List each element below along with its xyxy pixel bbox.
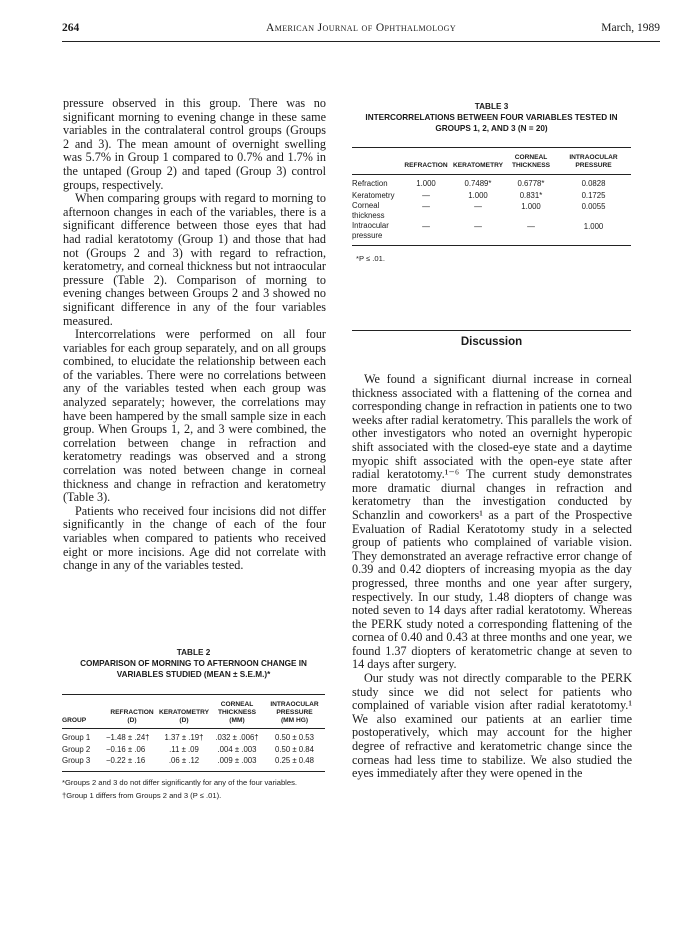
table-2-col-header: CORNEAL THICKNESS (MM) (217, 701, 257, 724)
table-3-label: TABLE 3 (474, 102, 509, 111)
table-3-body (352, 178, 631, 241)
left-paragraph: When comparing groups with regard to morning to afternoon changes in each of the variables, there is a significant difference between those eyes that had had radial keratotomy (Group 1) and those that had not (Groups 2 and 3) with regard to refraction, keratometry, and corneal thickness but not intraocular pressure (Table 2). Comparison of morning to evening changes between Groups 2 and 3 showed no significant difference in any of the four variables measured. (63, 191, 326, 328)
table-3-col-header: KERATOMETRY (452, 162, 504, 169)
table-3-col-header (352, 154, 402, 170)
table-row: Group 1 −1.48 ± .24† 1.37 ± .19† .032 ± .006† 0.50 ± 0.53 (62, 733, 314, 742)
table-3-col-header: CORNEAL THICKNESS (511, 154, 551, 169)
discussion-heading: Discussion (460, 336, 523, 348)
table-3-bottom-rule (352, 245, 631, 246)
table-2-col-header: INTRAOCULAR PRESSURE (MM HG) (270, 701, 319, 724)
table-2-header-row (62, 701, 325, 725)
table-3-header-row (352, 154, 631, 170)
table-3-title: INTERCORRELATIONS BETWEEN FOUR VARIABLES TESTED IN GROUPS 1, 2, AND 3 (N = 20) (365, 113, 618, 133)
left-paragraph: Patients who received four incisions did not differ significantly in the change of each of the four variables when compared to patients who received eight or more incisions. Age did not correlate with change in any of the variables tested. (63, 503, 326, 573)
table-2-mid-rule (62, 728, 325, 729)
left-paragraph: pressure observed in this group. There was no significant morning to evening change in these same variables in the contralateral control groups (Groups 2 and 3). The mean amount of overnight swelling was 5.7% in Group 1 compared to 0.7% and 1.7% in the untaped (Group 2) and taped (Group 3) control groups, respectively. (63, 96, 326, 192)
table-row: Keratometry — 1.000 0.831* 0.1725 (352, 190, 606, 200)
journal-title: American Journal of Ophthalmology (265, 22, 457, 34)
table-2-bottom-rule (62, 771, 325, 772)
header-rule (62, 41, 660, 42)
table-3 (352, 101, 631, 264)
left-column (63, 97, 326, 573)
page-number: 264 (62, 22, 80, 34)
table-2-body (62, 732, 325, 767)
table-3-grid (352, 154, 631, 170)
table-2-footnote: †Group 1 differs from Groups 2 and 3 (P ≤ .01). (62, 790, 222, 800)
issue-date: March, 1989 (601, 22, 660, 34)
table-2-grid (62, 701, 325, 725)
table-3-col-header: INTRAOCULAR PRESSURE (569, 154, 618, 169)
table-row: Intraocular pressure — — — 1.000 (352, 221, 604, 240)
table-3-footnote: *P ≤ .01. (356, 254, 385, 263)
table-3-top-rule (352, 147, 631, 148)
table-3-mid-rule (352, 174, 631, 175)
table-2-title: COMPARISON OF MORNING TO AFTERNOON CHANGE IN VARIABLES STUDIED (MEAN ± S.E.M.)* (80, 659, 307, 679)
table-3-col-header: REFRACTION (404, 162, 448, 169)
right-column (352, 373, 632, 781)
left-paragraph: Intercorrelations were performed on all four variables for each group separately, and on all groups combined, to elucidate the relationship between each of the variables. There were no correlations between any of the variables tested when each group was analyzed separately; however, the correlations may have been hampered by the small sample size in each group. When Groups 1, 2, and 3 were combined, the correlation between change in refraction and keratometry readings was observed and a strong correlation was noted between change in corneal thickness and change in refraction and keratometry (Table 3). (63, 327, 326, 505)
table-2-col-header: GROUP (62, 717, 87, 724)
table-2 (62, 647, 325, 801)
table-row: Group 2 −0.16 ± .06 .11 ± .09 .004 ± .003 0.50 ± 0.84 (62, 744, 314, 754)
table-row: Refraction 1.000 0.7489* 0.6778* 0.0828 (352, 179, 606, 188)
table-row: Corneal thickness — — 1.000 0.0055 (352, 201, 606, 220)
running-header (62, 22, 660, 42)
discussion-section-header (352, 330, 631, 351)
right-paragraph: Our study was not directly comparable to the PERK study since we did not select for patients who complained of variable vision after radial keratotomy.¹ We also examined our patients at an earlier time postoperatively, which may account for the higher degree of refractive and keratometric change since the corneas had less time to stabilize. We also studied the eyes immediately after they were opened in the (352, 671, 632, 781)
right-paragraph: We found a significant diurnal increase in corneal thickness associated with a flattening of the cornea and corresponding change in refraction in patients one to two weeks after radial keratometry. This parallels the work of other investigators who noted an overnight hyperopic shift associated with the closed-eye state and a daytime myopic shift associated with the open-eye state after radial keratotomy.¹⁻⁶ The current study demonstrates more dramatic diurnal changes in refraction and keratometry than the investigation conducted by Schanzlin and coworkers¹ as a part of the Prospective Evaluation of Radial Keratotomy study in a selected group of patients who complained of variable vision. They demonstrated an average refractive error change of 0.39 and 0.42 diopters of increasing myopia as the day progressed, three months and one year after surgery, respectively. In our study, 1.48 diopters of change was noted seven to 14 days after radial keratotomy. Whereas the PERK study noted a corresponding flattening of the cornea of 0.40 and 0.43 at three months and one year, we found 1.37 diopters of keratometric change at seven to 14 days after surgery. (352, 372, 632, 672)
table-2-col-header: KERATOMETRY (D) (158, 709, 210, 724)
table-2-col-header: REFRACTION (D) (110, 709, 154, 724)
table-row: Group 3 −0.22 ± .16 .06 ± .12 .009 ± .003 0.25 ± 0.48 (62, 756, 314, 765)
table-2-footnote: *Groups 2 and 3 do not differ significantly for any of the four variables. (62, 777, 297, 787)
table-2-label: TABLE 2 (176, 648, 211, 657)
table-2-top-rule (62, 694, 325, 695)
